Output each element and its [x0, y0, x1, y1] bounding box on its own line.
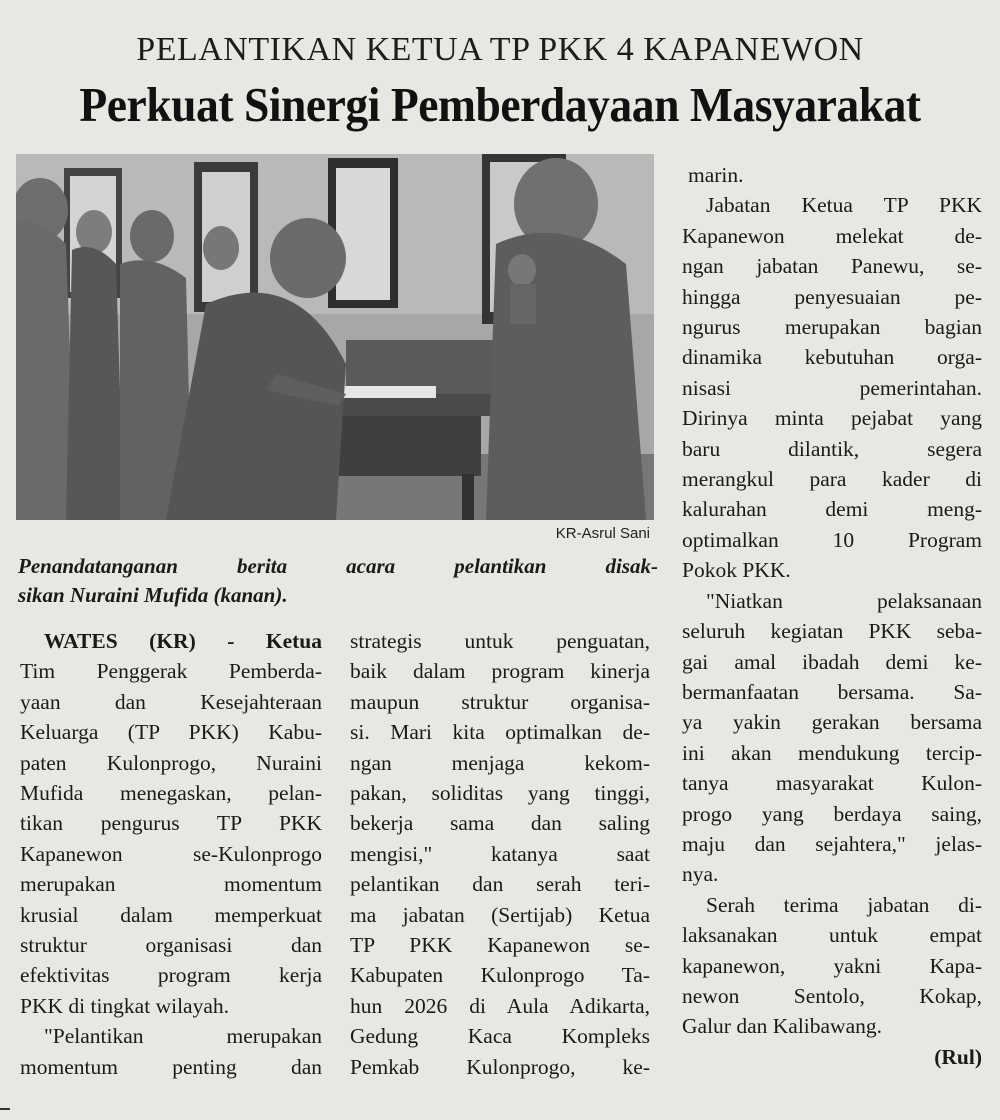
- body-line: Kabupaten Kulonprogo Ta-: [350, 963, 650, 988]
- body-line: hingga penyesuaian pe-: [682, 284, 982, 309]
- body-line: si. Mari kita optimalkan de-: [350, 720, 650, 745]
- body-line: merupakan momentum: [20, 872, 322, 897]
- body-line: struktur organisasi dan: [20, 933, 322, 958]
- body-line: ngurus merupakan bagian: [682, 315, 982, 340]
- caption-line: Penandatanganan berita acara pelantikan disak-: [18, 554, 658, 578]
- body-line: Kapanewon melekat de-: [682, 223, 982, 248]
- body-line: Jabatan Ketua TP PKK: [706, 193, 982, 218]
- body-line: Mufida menegaskan, pelan-: [20, 781, 322, 806]
- article-photo: [16, 154, 654, 520]
- body-line: seluruh kegiatan PKK seba-: [682, 619, 982, 644]
- body-line: maju dan sejahtera," jelas-: [682, 831, 982, 856]
- body-line: optimalkan 10 Program: [682, 527, 982, 552]
- body-line: krusial dalam memperkuat: [20, 902, 322, 927]
- body-line: bermanfaatan bersama. Sa-: [682, 679, 982, 704]
- body-line: ma jabatan (Sertijab) Ketua: [350, 902, 650, 927]
- body-line: marin.: [688, 163, 744, 187]
- body-line: momentum penting dan: [20, 1054, 322, 1079]
- body-line: ngan jabatan Panewu, se-: [682, 254, 982, 279]
- caption-line: sikan Nuraini Mufida (kanan).: [18, 583, 288, 607]
- body-line: bekerja sama dan saling: [350, 811, 650, 836]
- body-line: "Niatkan pelaksanaan: [706, 588, 982, 613]
- body-line: Keluarga (TP PKK) Kabu-: [20, 720, 322, 745]
- article-column-3: [682, 160, 982, 1072]
- article-kicker: PELANTIKAN KETUA TP PKK 4 KAPANEWON: [136, 31, 864, 68]
- body-line: laksanakan untuk empat: [682, 923, 982, 948]
- body-line: "Pelantikan merupakan: [44, 1024, 322, 1049]
- body-line: Gedung Kaca Kompleks: [350, 1024, 650, 1049]
- body-line: tanya masyarakat Kulon-: [682, 771, 982, 796]
- body-line: maupun struktur organisa-: [350, 689, 650, 714]
- body-line: gai amal ibadah demi ke-: [682, 649, 982, 674]
- body-line: hun 2026 di Aula Adikarta,: [350, 993, 650, 1018]
- photo-illustration: [16, 154, 654, 520]
- body-line: pelantikan dan serah teri-: [350, 872, 650, 897]
- dateline: WATES (KR) - Ketua: [44, 629, 322, 653]
- body-line: progo yang berdaya saing,: [682, 801, 982, 826]
- body-line: Dirinya minta pejabat yang: [682, 406, 982, 431]
- body-line: nisasi pemerintahan.: [682, 375, 982, 400]
- body-line: newon Sentolo, Kokap,: [682, 983, 982, 1008]
- photo-credit: KR-Asrul Sani: [555, 525, 650, 542]
- body-line: baru dilantik, segera: [682, 436, 982, 461]
- body-line: pakan, soliditas yang tinggi,: [350, 781, 650, 806]
- body-line: nya.: [682, 862, 719, 887]
- body-line: ya yakin gerakan bersama: [682, 710, 982, 735]
- body-line: Tim Penggerak Pemberda-: [20, 659, 322, 684]
- edge-mark: [0, 1108, 10, 1110]
- body-line: efektivitas program kerja: [20, 963, 322, 988]
- body-line: ini akan mendukung tercip-: [682, 740, 982, 765]
- body-line: baik dalam program kinerja: [350, 659, 650, 684]
- body-line: kapanewon, yakni Kapa-: [682, 953, 982, 978]
- body-line: tikan pengurus TP PKK: [20, 811, 322, 836]
- body-line: yaan dan Kesejahteraan: [20, 689, 322, 714]
- body-line: Pokok PKK.: [682, 558, 791, 583]
- body-line: merangkul para kader di: [682, 467, 982, 492]
- body-line: paten Kulonprogo, Nuraini: [20, 750, 322, 775]
- body-line: kalurahan demi meng-: [682, 497, 982, 522]
- photo-caption: [18, 552, 658, 610]
- body-line: Pemkab Kulonprogo, ke-: [350, 1054, 650, 1079]
- body-line: Galur dan Kalibawang.: [682, 1014, 882, 1039]
- body-line: Serah terima jabatan di-: [706, 892, 982, 917]
- body-line: strategis untuk penguatan,: [350, 629, 650, 653]
- body-line: mengisi," katanya saat: [350, 841, 650, 866]
- author-initials: (Rul): [934, 1044, 982, 1069]
- body-line: Kapanewon se-Kulonprogo: [20, 841, 322, 866]
- body-line: dinamika kebutuhan orga-: [682, 345, 982, 370]
- article-headline: Perkuat Sinergi Pemberdayaan Masyarakat: [79, 77, 921, 132]
- body-line: TP PKK Kapanewon se-: [350, 933, 650, 958]
- body-line: ngan menjaga kekom-: [350, 750, 650, 775]
- article-column-2: [350, 626, 650, 1082]
- body-line: PKK di tingkat wilayah.: [20, 993, 230, 1018]
- article-column-1: [20, 626, 322, 1082]
